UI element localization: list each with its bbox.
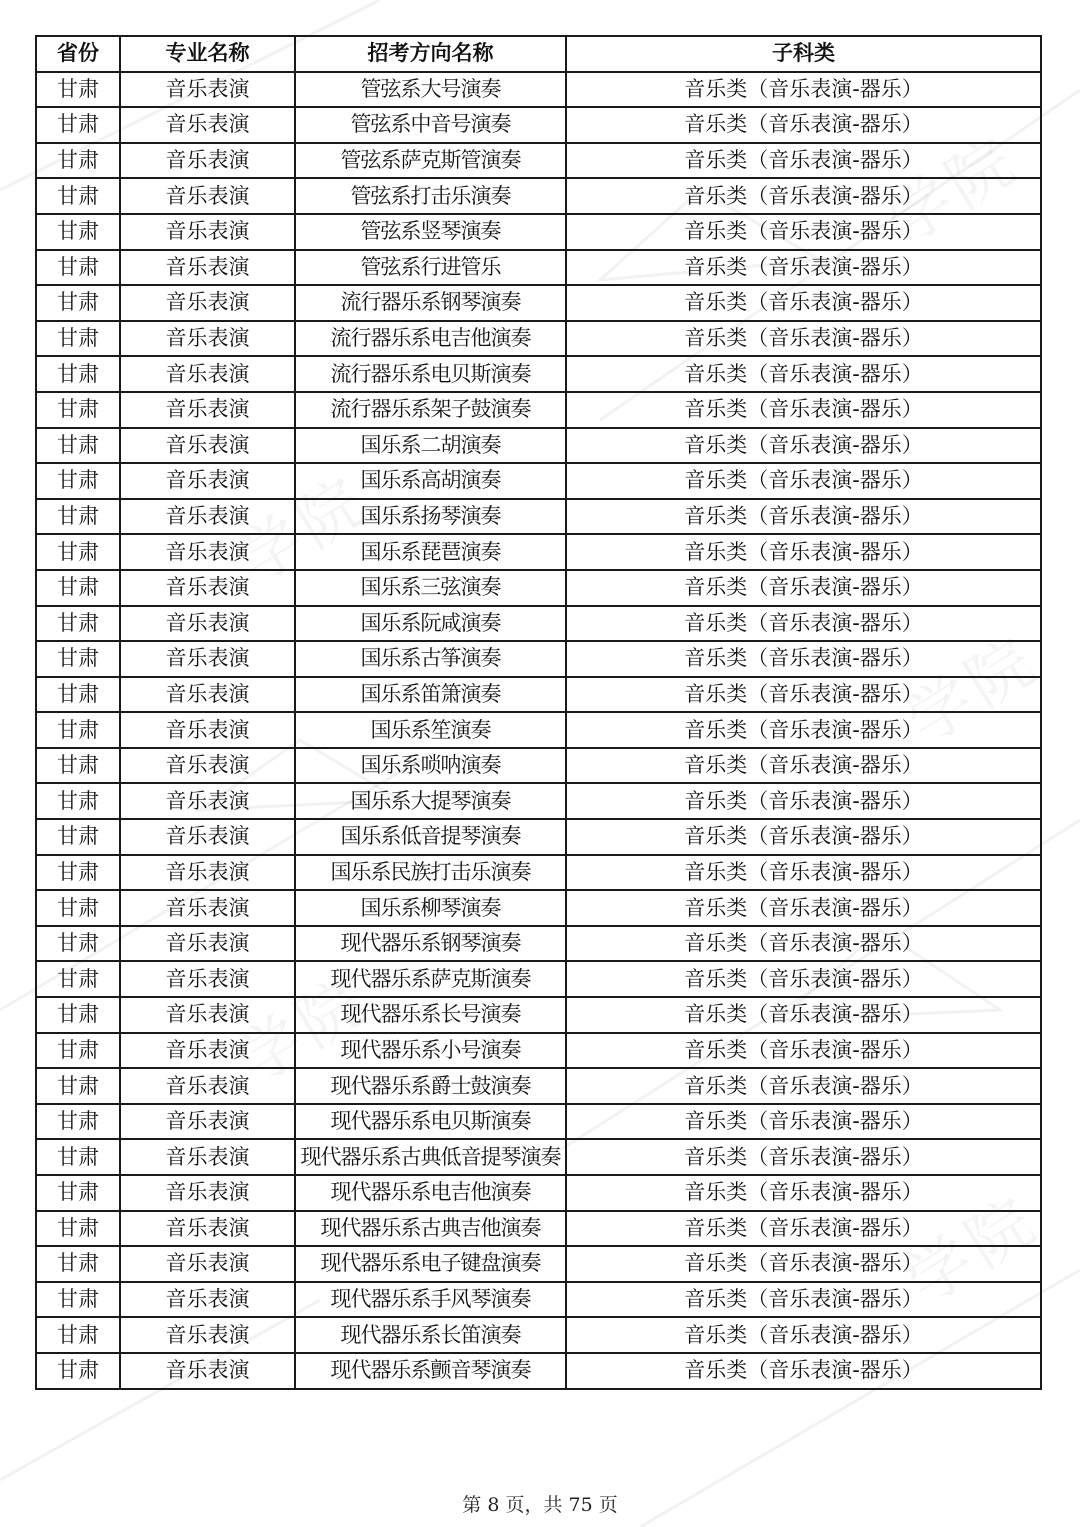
cell-subcategory: 音乐类（音乐表演-器乐） [566,1104,1041,1140]
cell-direction: 现代器乐系萨克斯演奏 [295,961,566,997]
table-row [36,606,1041,642]
cell-province: 甘肃 [36,606,120,642]
cell-major: 音乐表演 [120,285,295,321]
cell-major: 音乐表演 [120,748,295,784]
cell-subcategory: 音乐类（音乐表演-器乐） [566,570,1041,606]
cell-direction: 管弦系中音号演奏 [295,107,566,143]
cell-subcategory: 音乐类（音乐表演-器乐） [566,143,1041,179]
cell-direction: 国乐系笛箫演奏 [295,677,566,713]
table-row [36,1068,1041,1104]
table-row [36,499,1041,535]
cell-major: 音乐表演 [120,819,295,855]
cell-direction: 现代器乐系钢琴演奏 [295,926,566,962]
cell-province: 甘肃 [36,1317,120,1353]
cell-province: 甘肃 [36,463,120,499]
cell-province: 甘肃 [36,570,120,606]
table-row [36,748,1041,784]
cell-major: 音乐表演 [120,677,295,713]
cell-province: 甘肃 [36,499,120,535]
cell-direction: 管弦系大号演奏 [295,72,566,108]
cell-direction: 国乐系唢呐演奏 [295,748,566,784]
cell-subcategory: 音乐类（音乐表演-器乐） [566,926,1041,962]
cell-subcategory: 音乐类（音乐表演-器乐） [566,1068,1041,1104]
cell-province: 甘肃 [36,677,120,713]
cell-direction: 现代器乐系电吉他演奏 [295,1175,566,1211]
cell-province: 甘肃 [36,214,120,250]
cell-major: 音乐表演 [120,499,295,535]
header-direction: 招考方向名称 [295,36,566,72]
cell-direction: 现代器乐系小号演奏 [295,1033,566,1069]
cell-major: 音乐表演 [120,428,295,464]
cell-direction: 管弦系行进管乐 [295,250,566,286]
cell-major: 音乐表演 [120,1282,295,1318]
cell-province: 甘肃 [36,285,120,321]
table-row [36,143,1041,179]
table-row [36,783,1041,819]
cell-subcategory: 音乐类（音乐表演-器乐） [566,1246,1041,1282]
cell-province: 甘肃 [36,1353,120,1389]
cell-province: 甘肃 [36,641,120,677]
table-row [36,997,1041,1033]
cell-subcategory: 音乐类（音乐表演-器乐） [566,1282,1041,1318]
table-row [36,677,1041,713]
cell-major: 音乐表演 [120,641,295,677]
cell-subcategory: 音乐类（音乐表演-器乐） [566,606,1041,642]
cell-direction: 现代器乐系手风琴演奏 [295,1282,566,1318]
cell-subcategory: 音乐类（音乐表演-器乐） [566,961,1041,997]
cell-subcategory: 音乐类（音乐表演-器乐） [566,107,1041,143]
cell-direction: 流行器乐系电吉他演奏 [295,321,566,357]
cell-subcategory: 音乐类（音乐表演-器乐） [566,356,1041,392]
cell-province: 甘肃 [36,748,120,784]
header-subcategory: 子科类 [566,36,1041,72]
header-major: 专业名称 [120,36,295,72]
cell-major: 音乐表演 [120,997,295,1033]
table-row [36,72,1041,108]
table-row [36,178,1041,214]
table-row [36,1317,1041,1353]
cell-major: 音乐表演 [120,250,295,286]
cell-major: 音乐表演 [120,1033,295,1069]
cell-province: 甘肃 [36,1139,120,1175]
cell-subcategory: 音乐类（音乐表演-器乐） [566,819,1041,855]
cell-direction: 现代器乐系颤音琴演奏 [295,1353,566,1389]
cell-subcategory: 音乐类（音乐表演-器乐） [566,428,1041,464]
table-row [36,534,1041,570]
table-body [36,72,1041,1389]
cell-subcategory: 音乐类（音乐表演-器乐） [566,178,1041,214]
cell-major: 音乐表演 [120,214,295,250]
cell-province: 甘肃 [36,143,120,179]
cell-subcategory: 音乐类（音乐表演-器乐） [566,463,1041,499]
cell-major: 音乐表演 [120,855,295,891]
table-row [36,961,1041,997]
cell-province: 甘肃 [36,926,120,962]
cell-province: 甘肃 [36,890,120,926]
cell-major: 音乐表演 [120,534,295,570]
admission-table [35,35,1042,1390]
cell-subcategory: 音乐类（音乐表演-器乐） [566,677,1041,713]
cell-province: 甘肃 [36,1211,120,1247]
cell-major: 音乐表演 [120,1068,295,1104]
cell-major: 音乐表演 [120,1211,295,1247]
cell-direction: 管弦系竖琴演奏 [295,214,566,250]
cell-direction: 流行器乐系钢琴演奏 [295,285,566,321]
table-row [36,250,1041,286]
table-header-row [36,36,1041,72]
cell-province: 甘肃 [36,819,120,855]
cell-major: 音乐表演 [120,1104,295,1140]
cell-major: 音乐表演 [120,1139,295,1175]
table-row [36,356,1041,392]
cell-direction: 现代器乐系爵士鼓演奏 [295,1068,566,1104]
table-row [36,1139,1041,1175]
table-row [36,321,1041,357]
cell-major: 音乐表演 [120,926,295,962]
cell-major: 音乐表演 [120,178,295,214]
table-row [36,1211,1041,1247]
cell-subcategory: 音乐类（音乐表演-器乐） [566,997,1041,1033]
cell-direction: 管弦系萨克斯管演奏 [295,143,566,179]
cell-subcategory: 音乐类（音乐表演-器乐） [566,1317,1041,1353]
cell-direction: 国乐系阮咸演奏 [295,606,566,642]
cell-direction: 现代器乐系长笛演奏 [295,1317,566,1353]
table-row [36,819,1041,855]
table-row [36,214,1041,250]
cell-major: 音乐表演 [120,1175,295,1211]
table-row [36,392,1041,428]
cell-province: 甘肃 [36,783,120,819]
cell-subcategory: 音乐类（音乐表演-器乐） [566,641,1041,677]
cell-province: 甘肃 [36,534,120,570]
table-row [36,641,1041,677]
cell-direction: 现代器乐系电贝斯演奏 [295,1104,566,1140]
cell-province: 甘肃 [36,321,120,357]
cell-subcategory: 音乐类（音乐表演-器乐） [566,499,1041,535]
cell-province: 甘肃 [36,356,120,392]
cell-direction: 现代器乐系电子键盘演奏 [295,1246,566,1282]
cell-province: 甘肃 [36,428,120,464]
cell-subcategory: 音乐类（音乐表演-器乐） [566,214,1041,250]
cell-subcategory: 音乐类（音乐表演-器乐） [566,855,1041,891]
cell-direction: 国乐系笙演奏 [295,712,566,748]
cell-major: 音乐表演 [120,606,295,642]
table-row [36,1104,1041,1140]
cell-direction: 现代器乐系长号演奏 [295,997,566,1033]
cell-province: 甘肃 [36,178,120,214]
table-row [36,855,1041,891]
cell-direction: 国乐系柳琴演奏 [295,890,566,926]
cell-major: 音乐表演 [120,961,295,997]
table-row [36,926,1041,962]
cell-direction: 国乐系低音提琴演奏 [295,819,566,855]
cell-direction: 国乐系大提琴演奏 [295,783,566,819]
table-row [36,1175,1041,1211]
cell-major: 音乐表演 [120,1246,295,1282]
cell-subcategory: 音乐类（音乐表演-器乐） [566,783,1041,819]
cell-province: 甘肃 [36,392,120,428]
cell-subcategory: 音乐类（音乐表演-器乐） [566,1353,1041,1389]
cell-major: 音乐表演 [120,107,295,143]
table-row [36,1282,1041,1318]
cell-province: 甘肃 [36,1246,120,1282]
cell-province: 甘肃 [36,1033,120,1069]
header-province: 省份 [36,36,120,72]
cell-major: 音乐表演 [120,356,295,392]
cell-province: 甘肃 [36,961,120,997]
cell-direction: 国乐系三弦演奏 [295,570,566,606]
cell-direction: 国乐系琵琶演奏 [295,534,566,570]
cell-province: 甘肃 [36,1104,120,1140]
cell-direction: 国乐系扬琴演奏 [295,499,566,535]
table-row [36,428,1041,464]
cell-major: 音乐表演 [120,72,295,108]
cell-direction: 现代器乐系古典吉他演奏 [295,1211,566,1247]
cell-subcategory: 音乐类（音乐表演-器乐） [566,534,1041,570]
cell-province: 甘肃 [36,997,120,1033]
cell-major: 音乐表演 [120,392,295,428]
cell-subcategory: 音乐类（音乐表演-器乐） [566,250,1041,286]
cell-province: 甘肃 [36,107,120,143]
cell-subcategory: 音乐类（音乐表演-器乐） [566,392,1041,428]
cell-subcategory: 音乐类（音乐表演-器乐） [566,1139,1041,1175]
cell-subcategory: 音乐类（音乐表演-器乐） [566,890,1041,926]
cell-province: 甘肃 [36,1282,120,1318]
cell-major: 音乐表演 [120,463,295,499]
cell-province: 甘肃 [36,855,120,891]
cell-province: 甘肃 [36,250,120,286]
cell-subcategory: 音乐类（音乐表演-器乐） [566,748,1041,784]
cell-major: 音乐表演 [120,712,295,748]
cell-subcategory: 音乐类（音乐表演-器乐） [566,321,1041,357]
cell-direction: 管弦系打击乐演奏 [295,178,566,214]
table-row [36,890,1041,926]
cell-subcategory: 音乐类（音乐表演-器乐） [566,1033,1041,1069]
table-row [36,1353,1041,1389]
cell-province: 甘肃 [36,712,120,748]
cell-subcategory: 音乐类（音乐表演-器乐） [566,285,1041,321]
cell-major: 音乐表演 [120,1317,295,1353]
table-row [36,107,1041,143]
cell-direction: 国乐系民族打击乐演奏 [295,855,566,891]
cell-direction: 国乐系高胡演奏 [295,463,566,499]
cell-major: 音乐表演 [120,783,295,819]
table-row [36,570,1041,606]
table-row [36,712,1041,748]
table-row [36,463,1041,499]
cell-direction: 流行器乐系电贝斯演奏 [295,356,566,392]
cell-province: 甘肃 [36,72,120,108]
table-row [36,285,1041,321]
table-row [36,1246,1041,1282]
cell-subcategory: 音乐类（音乐表演-器乐） [566,712,1041,748]
cell-province: 甘肃 [36,1175,120,1211]
cell-direction: 国乐系古筝演奏 [295,641,566,677]
cell-province: 甘肃 [36,1068,120,1104]
cell-major: 音乐表演 [120,321,295,357]
cell-direction: 现代器乐系古典低音提琴演奏 [295,1139,566,1175]
cell-major: 音乐表演 [120,890,295,926]
cell-subcategory: 音乐类（音乐表演-器乐） [566,1175,1041,1211]
table-row [36,1033,1041,1069]
cell-major: 音乐表演 [120,1353,295,1389]
cell-direction: 国乐系二胡演奏 [295,428,566,464]
cell-subcategory: 音乐类（音乐表演-器乐） [566,1211,1041,1247]
cell-major: 音乐表演 [120,570,295,606]
cell-major: 音乐表演 [120,143,295,179]
page-number: 第 8 页，共 75 页 [462,1494,618,1516]
cell-direction: 流行器乐系架子鼓演奏 [295,392,566,428]
cell-subcategory: 音乐类（音乐表演-器乐） [566,72,1041,108]
